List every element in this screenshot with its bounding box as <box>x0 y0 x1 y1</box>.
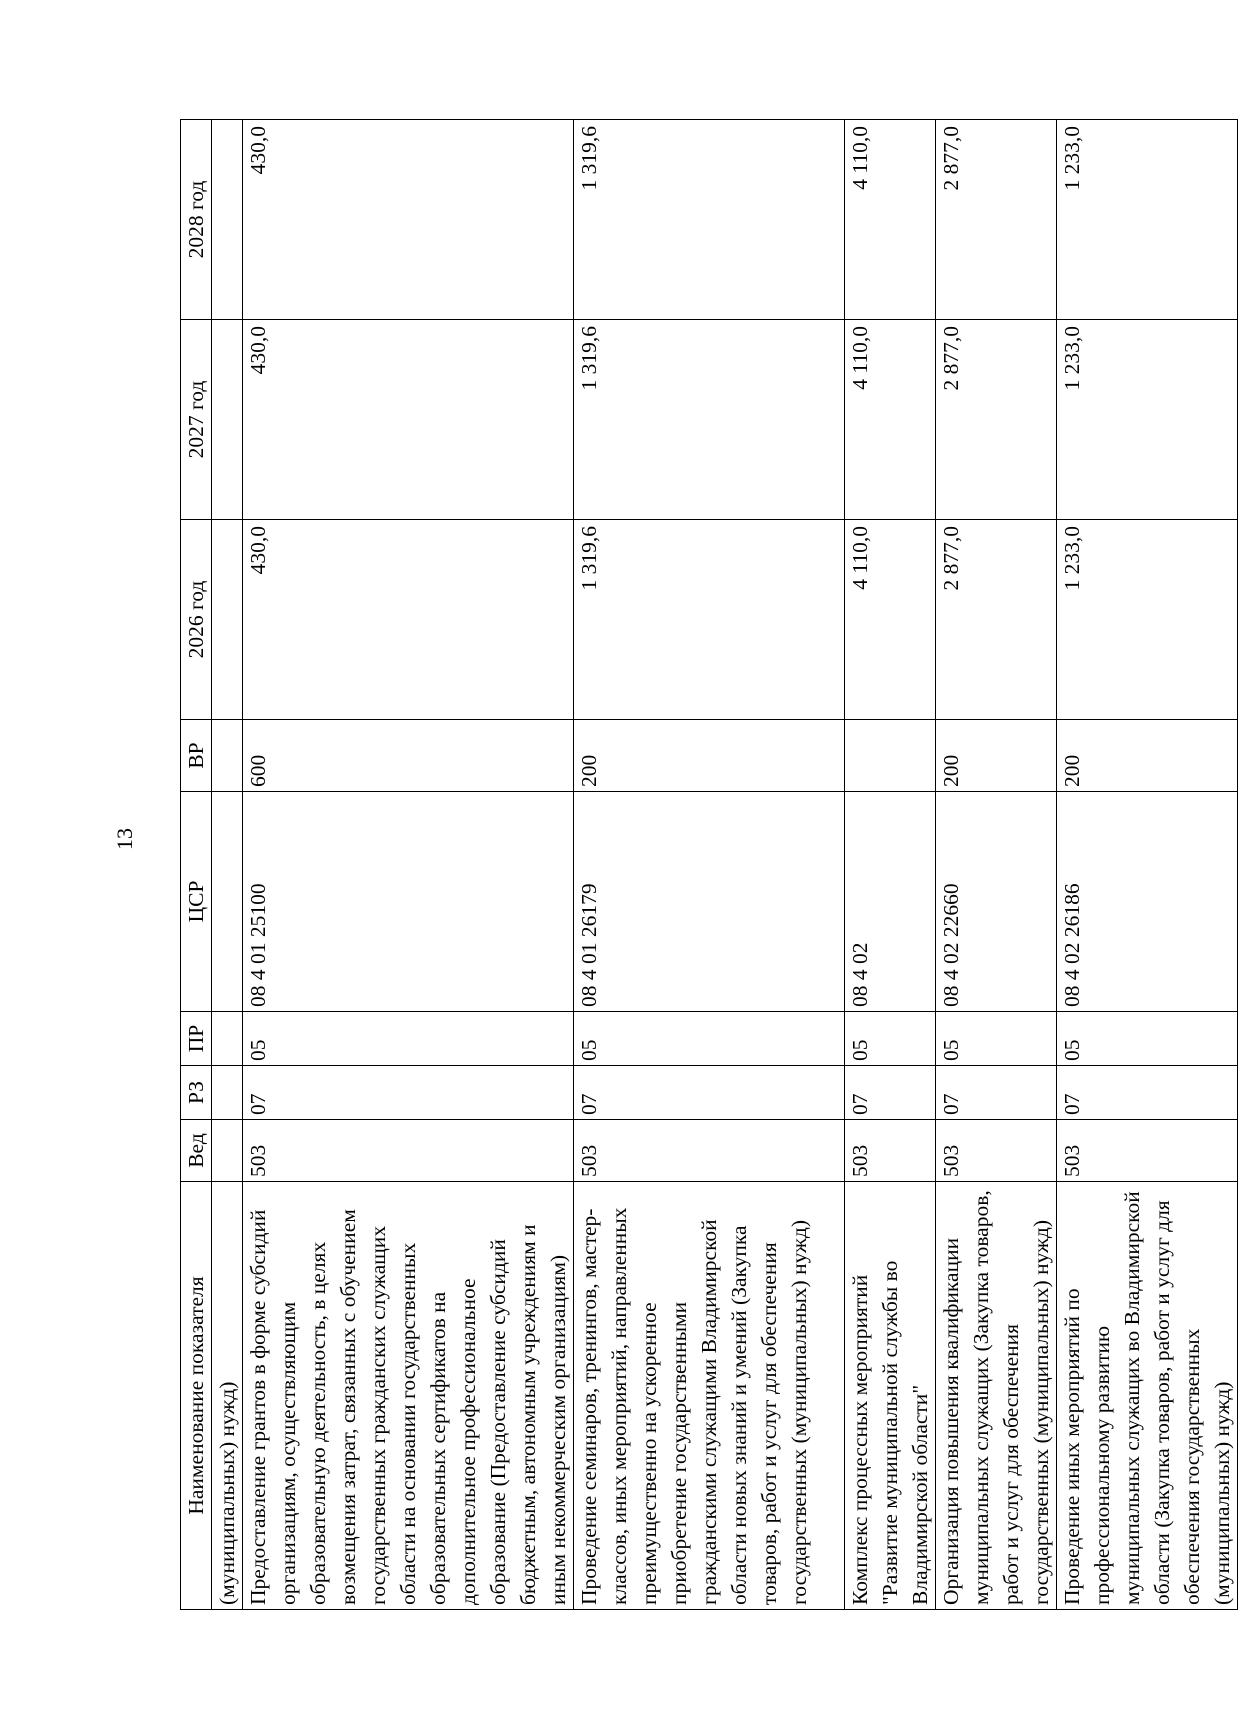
cell-ved: 503 <box>845 1120 936 1182</box>
cell-pr: 05 <box>243 1012 574 1066</box>
cell-vr: 600 <box>243 720 574 792</box>
page-number: 13 <box>112 828 137 850</box>
cell-vr <box>845 720 936 792</box>
header-2026: 2026 год <box>181 520 212 720</box>
header-2027: 2027 год <box>181 320 212 520</box>
cell-vr <box>212 720 243 792</box>
cell-2028: 1 319,6 <box>574 120 845 320</box>
cell-2026: 1 233,0 <box>1057 520 1238 720</box>
table-row <box>212 120 243 1610</box>
cell-name: Организация повышения квалификации муниципальных служащих (Закупка товаров, работ и услуг для обеспечения государственных (муниципальных) нужд) <box>936 1182 1057 1610</box>
cell-name: Проведение семинаров, тренингов, мастер-классов, иных мероприятий, направленных преимущественно на ускоренное приобретение государственными гражданскими служащими Владимирской области новых знаний и умений (Закупка товаров, работ и услуг для обеспечения государственных (муниципальных) нужд) <box>574 1182 845 1610</box>
cell-ved: 503 <box>574 1120 845 1182</box>
header-vr: ВР <box>181 720 212 792</box>
cell-2026: 1 319,6 <box>574 520 845 720</box>
cell-2026 <box>212 520 243 720</box>
cell-csr: 08 4 01 26179 <box>574 792 845 1012</box>
cell-2027: 1 319,6 <box>574 320 845 520</box>
cell-ved <box>212 1120 243 1182</box>
cell-pr <box>212 1012 243 1066</box>
cell-2027: 1 233,0 <box>1057 320 1238 520</box>
cell-rz: 07 <box>243 1066 574 1120</box>
cell-pr: 05 <box>845 1012 936 1066</box>
cell-vr: 200 <box>1057 720 1238 792</box>
cell-ved: 503 <box>936 1120 1057 1182</box>
budget-table <box>180 119 1238 1610</box>
cell-2026: 2 877,0 <box>936 520 1057 720</box>
cell-2028: 2 877,0 <box>936 120 1057 320</box>
cell-pr: 05 <box>574 1012 845 1066</box>
cell-vr: 200 <box>574 720 845 792</box>
cell-2026: 430,0 <box>243 520 574 720</box>
cell-name: Предоставление грантов в форме субсидий организациям, осуществляющим образовательную деятельность, в целях возмещения затрат, связанных с обучением государственных гражданских служащих области на основании государственных образовательных сертификатов на дополнительное профессиональное образование (Предоставление субсидий бюджетным, автономным учреждениям и иным некоммерческим организациям) <box>243 1182 574 1610</box>
cell-pr: 05 <box>1057 1012 1238 1066</box>
cell-2028: 430,0 <box>243 120 574 320</box>
cell-2027 <box>212 320 243 520</box>
cell-ved: 503 <box>1057 1120 1238 1182</box>
table-row <box>243 120 574 1610</box>
cell-pr: 05 <box>936 1012 1057 1066</box>
header-csr: ЦСР <box>181 792 212 1012</box>
cell-csr: 08 4 01 25100 <box>243 792 574 1012</box>
header-pr: ПР <box>181 1012 212 1066</box>
cell-rz: 07 <box>574 1066 845 1120</box>
cell-name: Проведение иных мероприятий по профессиональному развитию муниципальных служащих во Владимирской области (Закупка товаров, работ и услуг для обеспечения государственных (муниципальных) нужд) <box>1057 1182 1238 1610</box>
cell-rz: 07 <box>845 1066 936 1120</box>
table-header-row <box>181 120 212 1610</box>
cell-csr: 08 4 02 26186 <box>1057 792 1238 1012</box>
cell-vr: 200 <box>936 720 1057 792</box>
cell-name: (муниципальных) нужд) <box>212 1182 243 1610</box>
cell-2026: 4 110,0 <box>845 520 936 720</box>
header-name: Наименование показателя <box>181 1182 212 1610</box>
cell-2028 <box>212 120 243 320</box>
table-row <box>936 120 1057 1610</box>
table-row <box>1057 120 1238 1610</box>
budget-table-container <box>180 120 1234 1610</box>
cell-2027: 4 110,0 <box>845 320 936 520</box>
cell-2027: 2 877,0 <box>936 320 1057 520</box>
header-rz: РЗ <box>181 1066 212 1120</box>
cell-csr <box>212 792 243 1012</box>
cell-rz <box>212 1066 243 1120</box>
cell-2028: 1 233,0 <box>1057 120 1238 320</box>
header-ved: Вед <box>181 1120 212 1182</box>
cell-name: Комплекс процессных мероприятий "Развитие муниципальной службы во Владимирской области" <box>845 1182 936 1610</box>
table-row <box>574 120 845 1610</box>
cell-rz: 07 <box>1057 1066 1238 1120</box>
header-2028: 2028 год <box>181 120 212 320</box>
table-row <box>845 120 936 1610</box>
cell-csr: 08 4 02 <box>845 792 936 1012</box>
cell-2027: 430,0 <box>243 320 574 520</box>
cell-2028: 4 110,0 <box>845 120 936 320</box>
cell-rz: 07 <box>936 1066 1057 1120</box>
cell-csr: 08 4 02 22660 <box>936 792 1057 1012</box>
cell-ved: 503 <box>243 1120 574 1182</box>
